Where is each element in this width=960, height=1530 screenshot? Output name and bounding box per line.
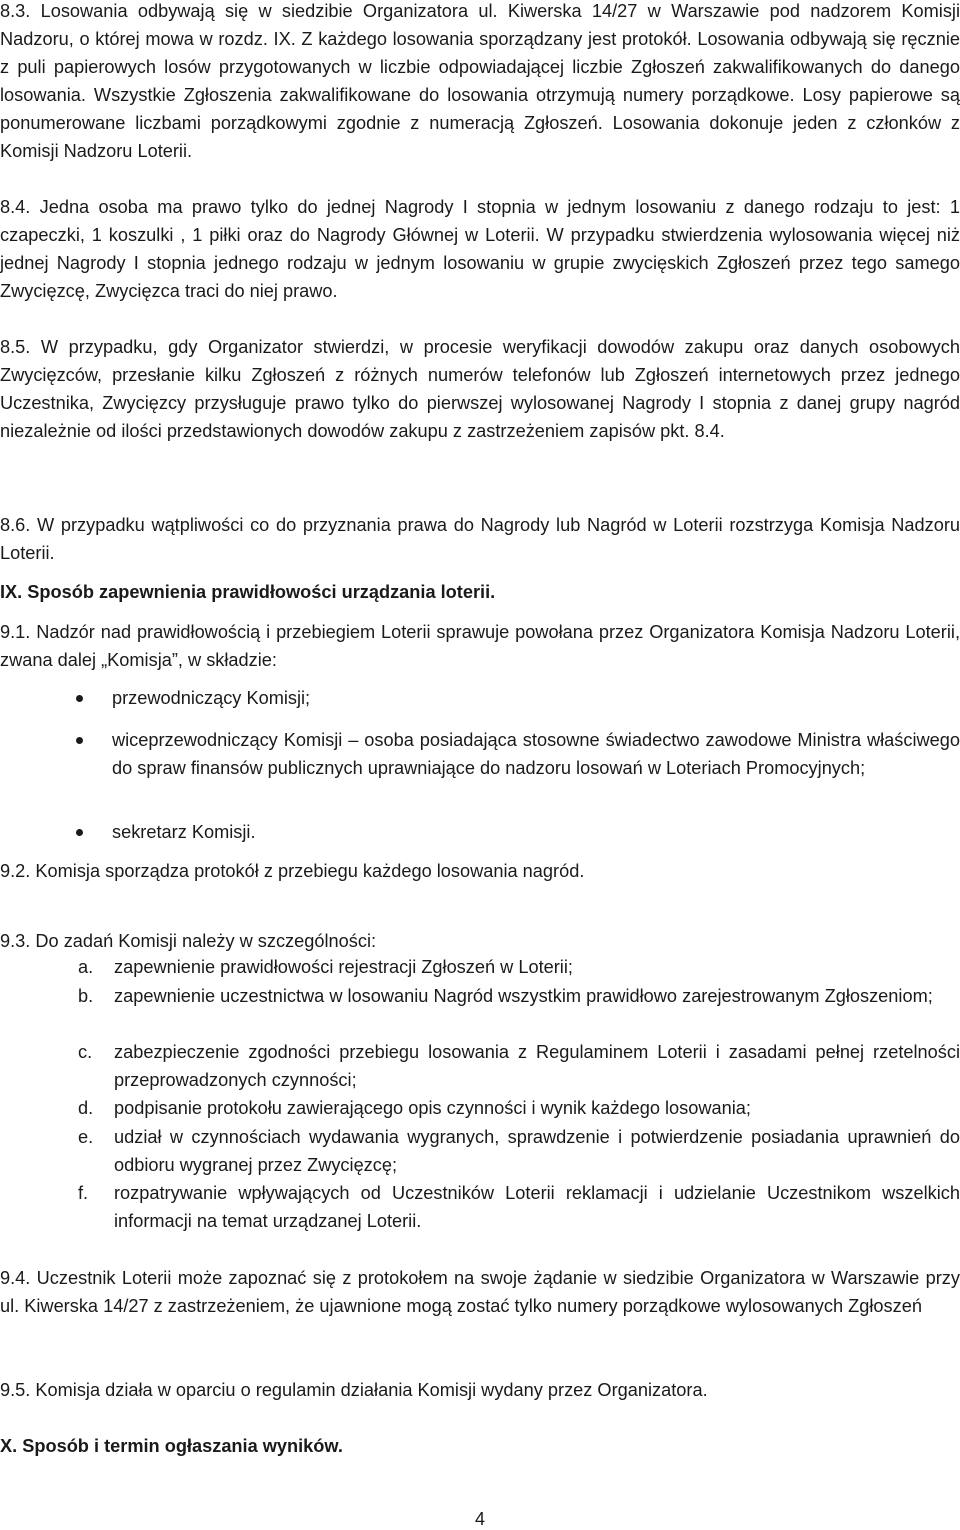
list-item [78, 1123, 960, 1179]
list-item-letter: c. [78, 1042, 93, 1062]
bullet-icon [76, 695, 83, 702]
list-item-letter: b. [78, 986, 94, 1006]
bullet-icon [76, 829, 83, 836]
list-item-text: podpisanie protokołu zawierającego opis czynności i wynik każdego losowania; [114, 1098, 751, 1118]
list-item-text: udział w czynnościach wydawania wygranych, sprawdzenie i potwierdzenie posiadania uprawnień do odbioru wygranej przez Zwycięzcę; [114, 1127, 960, 1175]
list-item-text: sekretarz Komisji. [112, 822, 256, 842]
page-number: 4 [474, 1509, 485, 1529]
list-item [78, 1094, 960, 1122]
list-item [78, 953, 960, 981]
paragraph-8-3: 8.3. Losowania odbywają się w siedzibie Organizatora ul. Kiwerska 14/27 w Warszawie pod nadzorem Komisji Nadzoru, o której mowa w rozdz. IX. Z każdego losowania sporządzany jest protokół. Losowania odbywają się ręcznie z puli papierowych losów przygotowanych w liczbie odpowiadającej liczbie Zgłoszeń zakwalifikowanych do danego losowania. Wszystkie Zgłoszenia zakwalifikowane do losowania otrzymują numery porządkowe. Losy papierowe są ponumerowane liczbami porządkowymi zgodnie z numeracją Zgłoszeń. Losowania dokonuje jeden z członków z Komisji Nadzoru Loterii. [0, 1, 960, 161]
list-item-letter: f. [78, 1183, 89, 1203]
section-heading-x: X. Sposób i termin ogłaszania wyników. [0, 1436, 343, 1456]
paragraph-9-2: 9.2. Komisja sporządza protokół z przebiegu każdego losowania nagród. [0, 861, 585, 881]
list-item-text: zabezpieczenie zgodności przebiegu losowania z Regulaminem Loterii i zasadami pełnej rzetelności przeprowadzonych czynności; [114, 1042, 960, 1090]
list-item-letter: d. [78, 1098, 94, 1118]
list-item [112, 684, 960, 712]
list-item-letter: a. [78, 957, 94, 977]
paragraph-8-4: 8.4. Jedna osoba ma prawo tylko do jednej Nagrody I stopnia w jednym losowaniu z danego rodzaju to jest: 1 czapeczki, 1 koszulki , 1 piłki oraz do Nagrody Głównej w Loterii. W przypadku stwierdzenia wylosowania więcej niż jednej Nagrody I stopnia jednego rodzaju w jednym losowaniu w grupie zwycięskich Zgłoszeń przez tego samego Zwycięzcę, Zwycięzca traci do niej prawo. [0, 197, 960, 301]
list-item-text: wiceprzewodniczący Komisji – osoba posiadająca stosowne świadectwo zawodowe Ministra właściwego do spraw finansów publicznych uprawniające do nadzoru losowań w Loteriach Promocyjnych; [112, 730, 960, 778]
list-item-text: przewodniczący Komisji; [112, 688, 311, 708]
list-item [78, 982, 960, 1010]
bullet-icon [76, 737, 83, 744]
paragraph-9-4: 9.4. Uczestnik Loterii może zapoznać się z protokołem na swoje żądanie w siedzibie Organizatora w Warszawie przy ul. Kiwerska 14/27 z zastrzeżeniem, że ujawnione mogą zostać tylko numery porządkowe wylosowanych Zgłoszeń [0, 1268, 960, 1316]
section-heading-ix: IX. Sposób zapewnienia prawidłowości urządzania loterii. [0, 582, 496, 602]
paragraph-9-5: 9.5. Komisja działa w oparciu o regulamin działania Komisji wydany przez Organizatora. [0, 1380, 708, 1400]
list-item-letter: e. [78, 1127, 94, 1147]
list-item [112, 818, 960, 846]
paragraph-8-6: 8.6. W przypadku wątpliwości co do przyznania prawa do Nagrody lub Nagród w Loterii rozstrzyga Komisja Nadzoru Loterii. [0, 515, 960, 563]
list-item-text: rozpatrywanie wpływających od Uczestników Loterii reklamacji i udzielanie Uczestnikom wszelkich informacji na temat urządzanej Loterii. [114, 1183, 960, 1231]
list-item-text: zapewnienie prawidłowości rejestracji Zgłoszeń w Loterii; [114, 957, 573, 977]
paragraph-9-3: 9.3. Do zadań Komisji należy w szczególności: [0, 931, 377, 951]
list-item [78, 1179, 960, 1235]
list-item-text: zapewnienie uczestnictwa w losowaniu Nagród wszystkim prawidłowo zarejestrowanym Zgłoszeniom; [114, 986, 933, 1006]
paragraph-9-1: 9.1. Nadzór nad prawidłowością i przebiegiem Loterii sprawuje powołana przez Organizatora Komisja Nadzoru Loterii, zwana dalej „Komisja”, w składzie: [0, 622, 960, 670]
list-item [78, 1038, 960, 1094]
list-item [112, 726, 960, 782]
paragraph-8-5: 8.5. W przypadku, gdy Organizator stwierdzi, w procesie weryfikacji dowodów zakupu oraz danych osobowych Zwycięzców, przesłanie kilku Zgłoszeń z różnych numerów telefonów lub Zgłoszeń internetowych przez jednego Uczestnika, Zwycięzcy przysługuje prawo tylko do pierwszej wylosowanej Nagrody I stopnia z danej grupy nagród niezależnie od ilości przedstawionych dowodów zakupu z zastrzeżeniem zapisów pkt. 8.4. [0, 337, 960, 441]
